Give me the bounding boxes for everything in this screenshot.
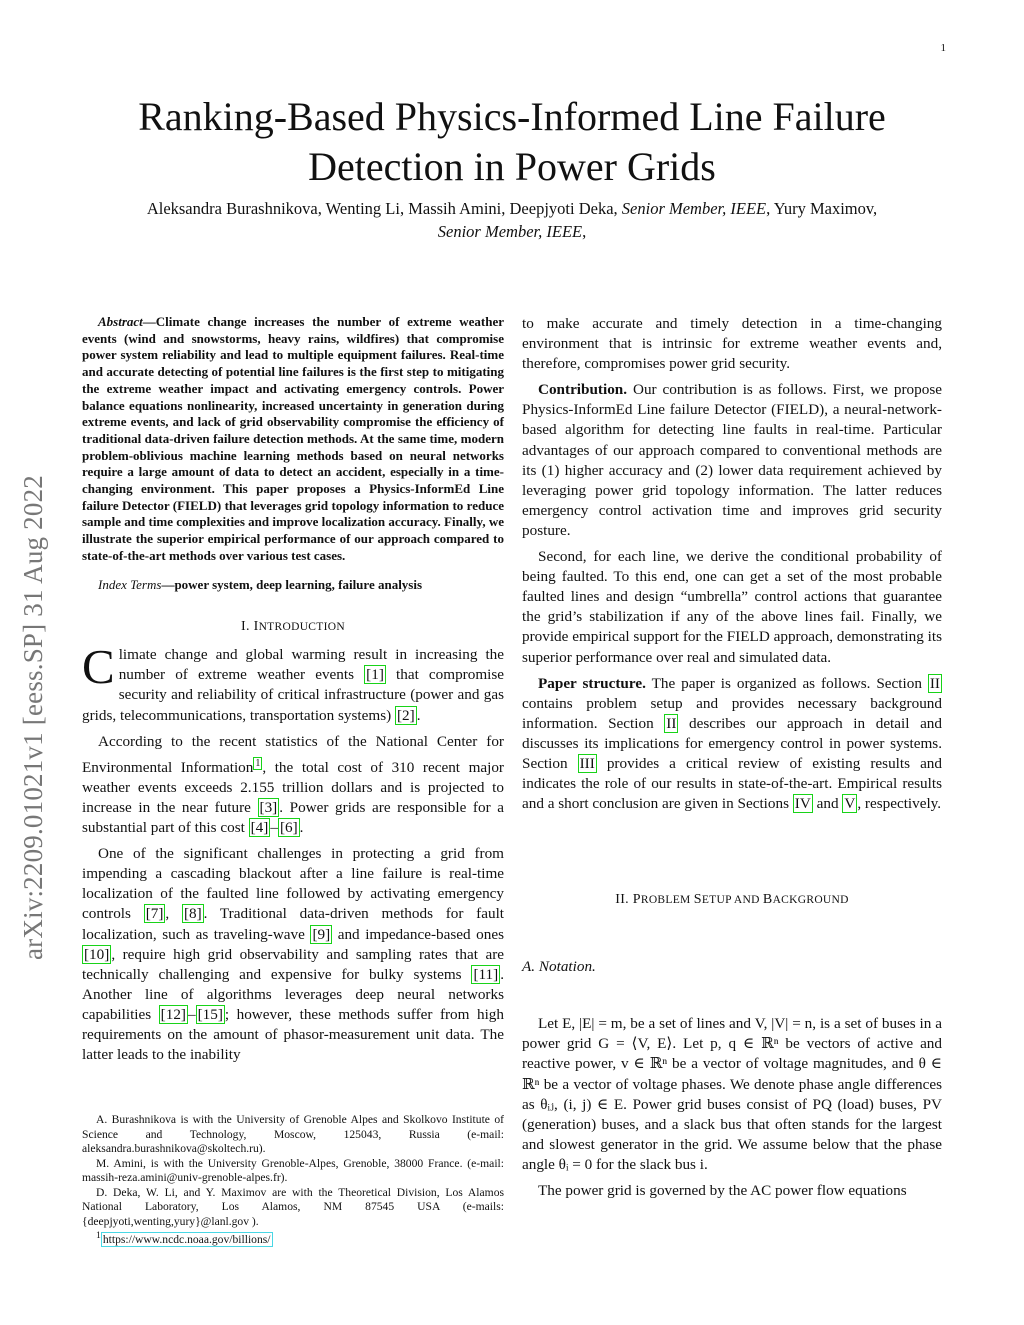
section-link[interactable]: IV <box>794 795 811 813</box>
section-title-initial: I <box>253 619 259 635</box>
left-column <box>82 314 504 1071</box>
citation-link[interactable]: [3] <box>259 798 278 816</box>
section-heading-problem-setup: II. PROBLEM SETUP AND BACKGROUND <box>615 892 849 908</box>
paper-structure-paragraph: Paper structure. The paper is organized as follows. Section II contains problem setup and provides necessary background information. Section II describes our approach in detail and discusses its implications for emergency control in power systems. Section III provides a critical review of existing results and indicates the role of our results in state-of-the-art. Empirical results and a short conclusion are given in Sections IV and V , respectively. <box>522 674 942 813</box>
author-names: Aleksandra Burashnikova, Wenting Li, Massih Amini, Deepjyoti Deka, <box>146 199 622 218</box>
author-end: , <box>582 222 587 241</box>
abstract-label: Abstract <box>98 314 143 329</box>
author-list <box>80 197 944 243</box>
abstract-text: —Climate change increases the number of extreme weather events (wind and snowstorms, heavy rains, wildfires) that compromise power system reliability and lead to multiple equipment failures. Real-time and accurate detecting of potential line failures is the first step to mitigating the extreme weather impact and activating emergency controls. Power balance equations nonlinearity, increased uncertainty in generation during extreme events, and lack of grid observability compromise the efficiency of traditional data-driven failure detection methods. At the same time, modern problem-oblivious machine learning methods based on neural networks require a large amount of data to detect an accident, especially in a time-changing environment. This paper proposes a Physics-InformEd Line failure Detector (FIELD) that leverages grid topology information to reduce sample and time complexities and improve localization accuracy. Finally, we illustrate the superior empirical performance of our approach compared to state-of-the-art methods over various test cases. <box>82 314 504 563</box>
footnote-mark: 1 <box>96 1230 101 1241</box>
intro-paragraph-1: Climate change and global warming result in increasing the number of extreme weather events [1] that compromise security and reliability of critical infrastructure (power and gas grids, telecommunications, transportation systems) [2] . <box>82 639 505 724</box>
citation-link[interactable]: [2] <box>396 706 415 724</box>
citation-link[interactable]: [7] <box>145 905 164 923</box>
arxiv-stamp: arXiv:2209.01021v1 [eess.SP] 31 Aug 2022 <box>18 475 48 960</box>
contribution-paragraph: Contribution. Our contribution is as follows. First, we propose Physics-InformEd Line failure Detector (FIELD), a neural-network-based algorithm for detecting line faults in real-time. Particular advantages of our approach compared to conventional methods are its (1) higher accuracy and (2) lower data requirement achieved by leveraging power grid topology information. The latter reduces emergency control activation time and improves grid security posture. <box>522 381 942 539</box>
intro-paragraph-3: One of the significant challenges in protecting a grid from impending a cascading blackout after a line failure is real-time localization of the faulted line followed by activating emergency controls [7] , [8] . Traditional data-driven methods for fault localization, such as traveling-wave [9] and impedance-based ones [10] , require high grid observability and sampling rates that are technically challenging and expensive for bulky systems [11] . Another line of algorithms leverages deep neural networks capabilities [12] – [15] ; however, these methods suffer from high requirements on the amount of phasor-measurement unit data. The latter leads to the inability <box>82 845 505 1064</box>
footnote-affiliation: A. Burashnikova is with the University of Grenoble Alpes and Skolkovo Institute of Science and Technology, Moscow, 125043, Russia (e-mail: aleksandra.burashnikova@skoltech.ru). <box>82 1113 504 1155</box>
section-heading-introduction <box>82 619 504 635</box>
index-terms-label: Index Terms <box>98 576 162 592</box>
citation-link[interactable]: [10] <box>84 945 110 963</box>
citation-link[interactable]: [9] <box>312 925 331 943</box>
index-terms-text: —power system, deep learning, failure analysis <box>161 576 423 592</box>
contribution-label: Contribution. <box>538 381 628 399</box>
citation-link[interactable]: [4] <box>250 819 269 837</box>
intro-continuation: to make accurate and timely detection in a time-changing environment that is intrinsic for extreme weather events and, therefore, compromises power grid security. <box>522 315 942 373</box>
index-terms <box>82 577 504 594</box>
author-role: Senior Member, IEEE <box>621 199 767 218</box>
footnote-link[interactable]: 1 <box>255 757 261 769</box>
citation-link[interactable]: [11] <box>473 965 499 983</box>
page-number: 1 <box>940 42 946 54</box>
section-link[interactable]: II <box>929 674 940 692</box>
footnote-affiliation: M. Amini, is with the University Grenoble-Alpes, Grenoble, 38000 France. (e-mail: massih-reza.amini@univ-grenoble-alpes.fr). <box>82 1156 504 1184</box>
paper-title: Ranking-Based Physics-Informed Line Failure Detection in Power Grids <box>138 94 886 189</box>
url-link[interactable]: https://www.ncdc.noaa.gov/billions/ <box>102 1232 271 1246</box>
section-link[interactable]: III <box>579 754 595 772</box>
ac-power-flow-paragraph: The power grid is governed by the AC power flow equations <box>538 1182 907 1199</box>
section-link[interactable]: II <box>666 714 677 732</box>
section-number: I. <box>241 619 254 635</box>
author-names-cont: , Yury Maximov, <box>766 199 878 218</box>
citation-link[interactable]: [15] <box>197 1005 223 1023</box>
author-role: Senior Member, IEEE <box>437 222 583 241</box>
footnote-url <box>82 1229 504 1247</box>
footnote-affiliation: D. Deka, W. Li, and Y. Maximov are with the Theoretical Division, Los Alamos National Laboratory, Los Alamos, NM 87545 USA (e-mails: {deepjyoti,wenting,yury}@lanl.gov ). <box>82 1185 504 1228</box>
citation-link[interactable]: [12] <box>160 1005 186 1023</box>
paper-structure-label: Paper structure. <box>538 674 646 692</box>
section-title-rest: NTRODUCTION <box>258 621 345 634</box>
section-link[interactable]: V <box>844 795 856 813</box>
citation-link[interactable]: [6] <box>279 819 298 837</box>
subsection-heading-notation: A. Notation. <box>522 958 596 976</box>
notation-paragraph: Let E, |E| = m, be a set of lines and V, |V| = n, is a set of buses in a power grid G = ⟨V, E⟩. Let p, q ∈ ℝⁿ be vectors of active and reactive power, v ∈ ℝⁿ be a vector of voltage magnitudes, and θ ∈ ℝⁿ be a vector of voltage phases. We denote phase angle differences as θᵢⱼ, (i, j) ∈ E. Power grid buses consist of PQ (load) buses, PV (generation) buses, and a slack bus that often stands for the largest and slowest generator in the grid. We assume below that the phase angle θᵢ = 0 for the slack bus i. <box>522 1015 942 1173</box>
footnotes <box>82 1113 504 1247</box>
citation-link[interactable]: [1] <box>366 666 384 684</box>
citation-link[interactable]: [8] <box>183 905 202 923</box>
abstract <box>82 314 504 565</box>
intro-paragraph-2: According to the recent statistics of the National Center for Environmental Information $^1$ , the total cost of 310 recent major weather events exceeds 2.155 trillion dollars and is projected to increase in the near future [3] . Power grids are responsible for a substantial part of this cost [4] – [6] . <box>82 732 504 837</box>
second-contribution-paragraph: Second, for each line, we derive the conditional probability of being faulted. To this end, one can get a set of the most probable faulted lines and design “umbrella” control actions that guarantee the grid’s stabilization if any of the above lines fail. Finally, we provide empirical support for the FIELD approach, demonstrating its superior performance over real and simulated data. <box>522 548 942 666</box>
right-column <box>522 314 942 1207</box>
drop-cap: C <box>82 639 115 695</box>
